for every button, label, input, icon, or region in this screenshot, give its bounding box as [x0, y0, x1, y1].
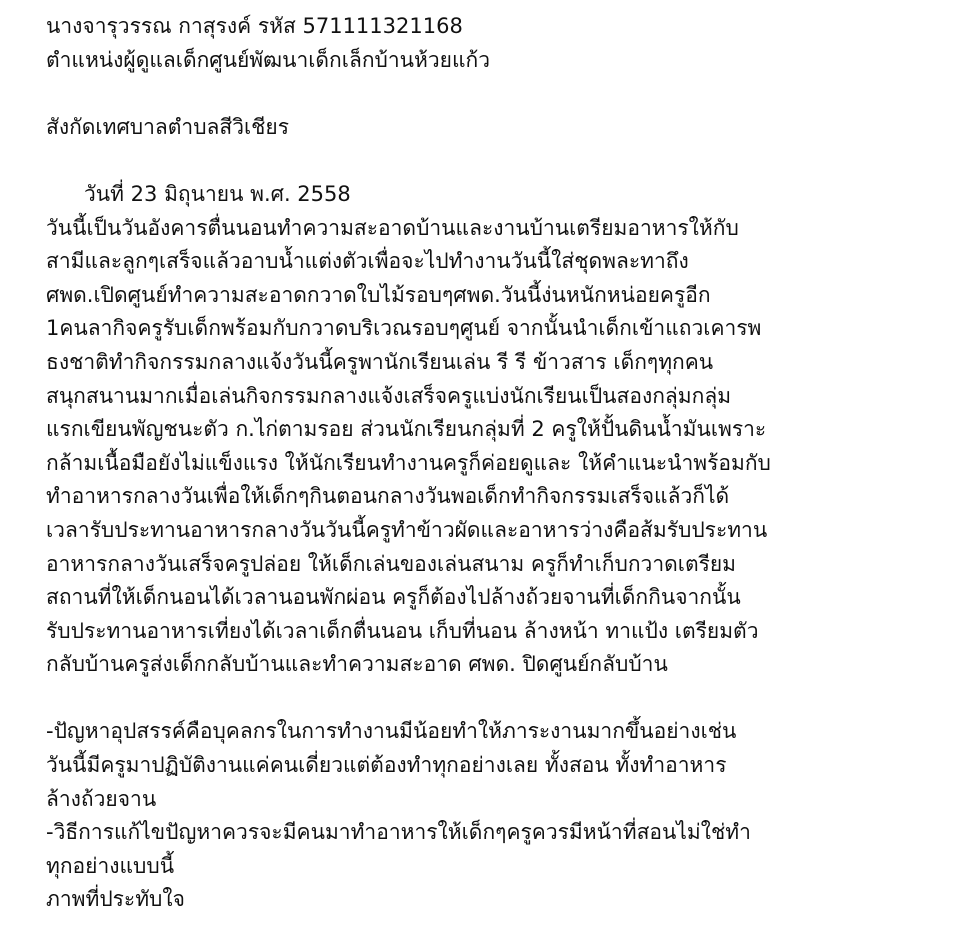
blank-line [46, 682, 946, 716]
body-line: รับประทานอาหารเที่ยงได้เวลาเด็กตื่นนอน เก็บที่นอน ล้างหน้า ทาแป้ง เตรียมตัว [46, 618, 759, 643]
body-line: วันนี้เป็นวันอังคารตื่นนอนทำความสะอาดบ้านและงานบ้านเตรียมอาหารให้กับ [46, 215, 739, 240]
body-line: กล้ามเนื้อมือยังไม่แข็งแรง ให้นักเรียนทำงานครูก็ค่อยดูและ ให้คำแนะนำพร้อมกับ [46, 450, 771, 475]
author-name-line: นางจารุวรรณ กาสุรงค์ รหัส 571111321168 [46, 14, 463, 38]
blank-line [46, 144, 946, 178]
affiliation-line: สังกัดเทศบาลตำบลสีวิเชียร [46, 114, 290, 139]
body-line: กลับบ้านครูส่งเด็กกลับบ้านและทำความสะอาด ศพด. ปิดศูนย์กลับบ้าน [46, 652, 668, 677]
body-line: ศพด.เปิดศูนย์ทำความสะอาดกวาดใบไม้รอบๆศพด.วันนี้ง่นหนักหน่อยครูอีก [46, 282, 711, 307]
body-line: ธงชาติทำกิจกรรมกลางแจ้งวันนี้ครูพานักเรียนเล่น รี รี ข้าวสาร เด็กๆทุกคน [46, 349, 714, 374]
body-line: สนุกสนานมากเมื่อเล่นกิจกรรมกลางแจ้งเสร็จครูแบ่งนักเรียนเป็นสองกลุ่มกลุ่ม [46, 383, 732, 408]
blank-line [46, 77, 946, 111]
body-line: แรกเขียนพัญชนะตัว ก.ไก่ตามรอย ส่วนนักเรียนกลุ่มที่ 2 ครูให้ปั้นดินน้ำมันเพราะ [46, 417, 767, 442]
problem-line: วันนี้มีครูมาปฏิบัติงานแค่คนเดี่ยวแต่ต้องทำทุกอย่างเลย ทั้งสอน ทั้งทำอาหาร [46, 753, 727, 778]
body-line: เวลารับประทานอาหารกลางวันวันนี้ครูทำข้าวผัดและอาหารว่างคือส้มรับประทาน [46, 517, 768, 542]
solution-section [46, 816, 946, 883]
problem-line: ล้างถ้วยจาน [46, 786, 157, 811]
journal-body [46, 212, 946, 682]
closing-line: ภาพที่ประทับใจ [46, 887, 185, 912]
date-line: วันที่ 23 มิถุนายน พ.ศ. 2558 [84, 181, 351, 206]
body-line: สถานที่ให้เด็กนอนได้เวลานอนพักผ่อน ครูก็ต้องไปล้างถ้วยจานที่เด็กกินจากนั้น [46, 585, 741, 610]
problem-section [46, 715, 946, 816]
journal-document [46, 10, 946, 917]
problem-line: -ปัญหาอุปสรรค์คือบุคลกรในการทำงานมีน้อยทำให้ภาระงานมากขึ้นอย่างเช่น [46, 719, 737, 744]
body-line: 1คนลากิจครูรับเด็กพร้อมกับกวาดบริเวณรอบๆศูนย์ จากนั้นนำเด็กเข้าแถวเคารพ [46, 316, 762, 341]
solution-line: -วิธีการแก้ไขปัญหาควรจะมีคนมาทำอาหารให้เด็กๆครูควรมีหน้าที่สอนไม่ใช่ทำ [46, 820, 751, 845]
solution-line: ทุกอย่างแบบนี้ [46, 853, 175, 878]
position-line: ตำแหน่งผู้ดูแลเด็กศูนย์พัฒนาเด็กเล็กบ้านห้วยแก้ว [46, 47, 490, 72]
body-line: ทำอาหารกลางวันเพื่อให้เด็กๆกินตอนกลางวันพอเด็กทำกิจกรรมเสร็จแล้วก็ได้ [46, 484, 730, 509]
body-line: อาหารกลางวันเสร็จครูปล่อย ให้เด็กเล่นของเล่นสนาม ครูก็ทำเก็บกวาดเตรียม [46, 551, 737, 576]
body-line: สามีและลูกๆเสร็จแล้วอาบน้ำแต่งตัวเพื่อจะไปทำงานวันนี้ใส่ชุดพละทาถึง [46, 249, 689, 274]
